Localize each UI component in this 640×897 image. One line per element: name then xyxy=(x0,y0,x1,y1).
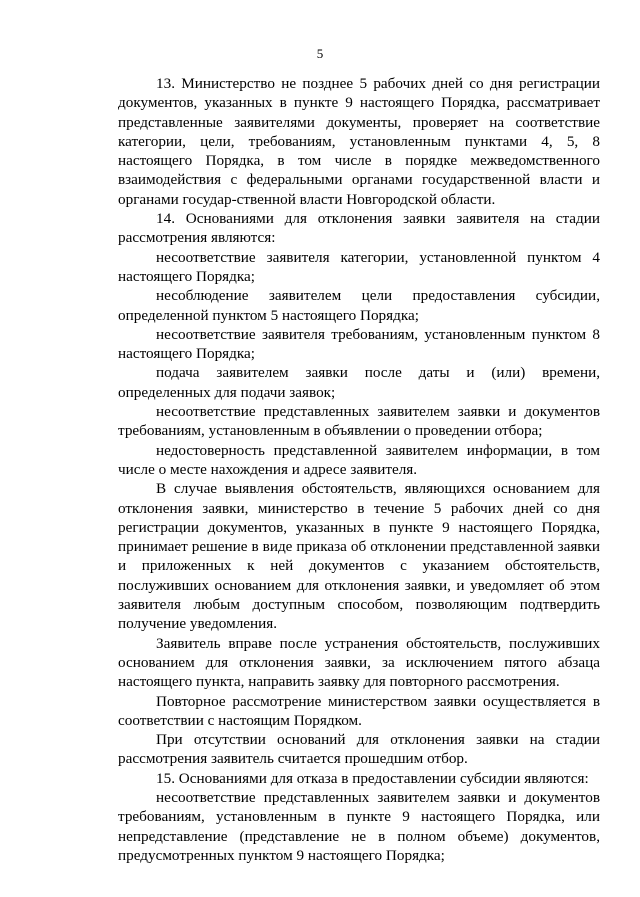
paragraph-14-intro: 14. Основаниями для отклонения заявки заявителя на стадии рассмотрения являются: xyxy=(118,210,600,247)
paragraph-documents-mismatch: несоответствие представленных заявителем заявки и документов требованиям, установленным в объявлении о проведении отбора; xyxy=(118,403,600,440)
paragraph-13: 13. Министерство не позднее 5 рабочих дней со дня регистрации документов, указанных в пункте 9 настоящего Порядка, рассматривает представленные заявителями документы, проверяет на соответствие категории, цели, требованиям, установленным пунктами 4, 5, 8 настоящего Порядка, в том числе в порядке межведомственного взаимодействия с федеральными органами государственной власти и органами государ-ственной власти Новгородской области. xyxy=(118,75,600,208)
paragraph-false-information: недостоверность представленной заявителем информации, в том числе о месте нахождения и адресе заявителя. xyxy=(118,441,600,478)
paragraph-resubmission-right: Заявитель вправе после устранения обстоятельств, послуживших основанием для отклонения заявки, за исключением пятого абзаца настоящего пункта, направить заявку для повторного рассмотрения. xyxy=(118,634,600,691)
paragraph-15-intro: 15. Основаниями для отказа в предоставлении субсидии являются: xyxy=(156,769,589,787)
paragraph-selection-passed: При отсутствии оснований для отклонения заявки на стадии рассмотрения заявитель считается прошедшим отбор. xyxy=(118,731,600,768)
page-number: 5 xyxy=(316,46,324,61)
paragraph-late-submission: подача заявителем заявки после даты и (или) времени, определенных для подачи заявок; xyxy=(118,364,600,401)
paragraph-category-mismatch: несоответствие заявителя категории, установленной пунктом 4 настоящего Порядка; xyxy=(118,248,600,285)
paragraph-rejection-procedure: В случае выявления обстоятельств, являющихся основанием для отклонения заявки, министерство в течение 5 рабочих дней со дня регистрации документов, указанных в пункте 9 настоящего Порядка, принимает решение в виде приказа об отклонении представленной заявки и приложенных к ней документов с указанием обстоятельств, послуживших основанием для отклонения заявки, и уведомляет об этом заявителя любым доступным способом, позволяющим подтвердить получение уведомления. xyxy=(118,480,600,633)
paragraph-requirements-mismatch: несоответствие заявителя требованиям, установленным пунктом 8 настоящего Порядка; xyxy=(118,325,600,363)
paragraph-purpose-violation: несоблюдение заявителем цели предоставления субсидии, определенной пунктом 5 настоящего Порядка; xyxy=(118,287,600,324)
paragraph-repeat-review: Повторное рассмотрение министерством заявки осуществляется в соответствии с настоящим Порядком. xyxy=(118,692,600,729)
paragraph-refusal-documents: несоответствие представленных заявителем заявки и документов требованиям, установленным в пункте 9 настоящего Порядка, или непредставление (представление не в полном объеме) документов, предусмотренных пунктом 9 настоящего Порядка; xyxy=(118,788,600,864)
document-body xyxy=(118,74,600,865)
